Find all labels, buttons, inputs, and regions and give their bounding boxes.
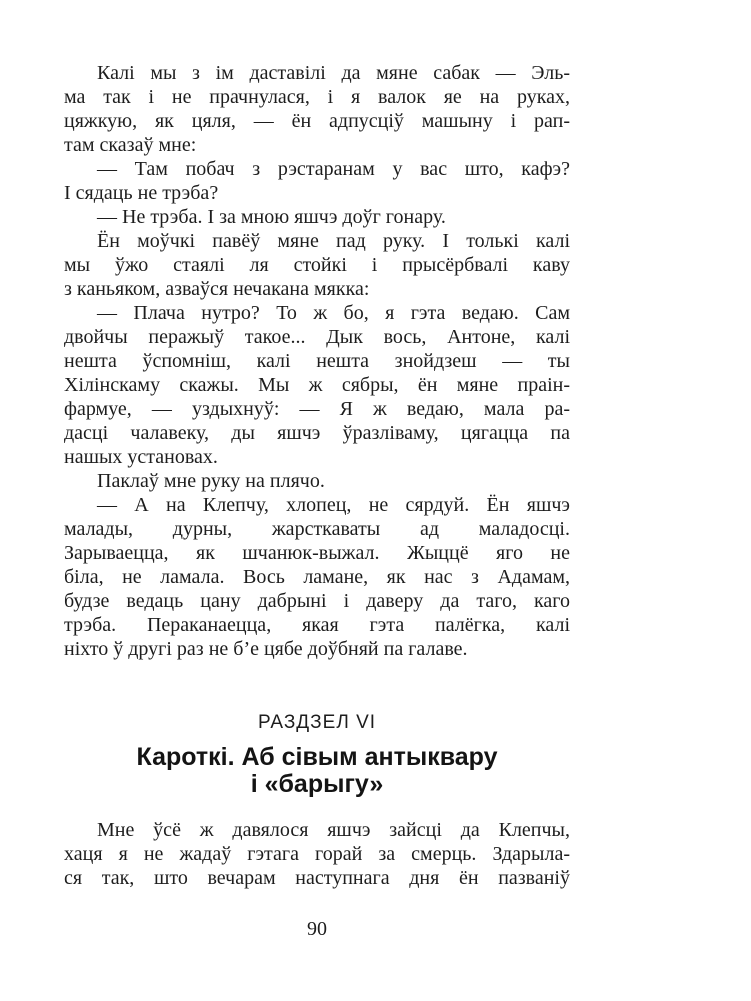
text-line: трэба. Пераканаецца, якая гэта палёгка, калі	[64, 614, 570, 636]
chapter-title	[64, 744, 570, 798]
text-line: Зарываецца, як шчанюк-выжал. Жыццё яго не	[64, 542, 570, 564]
text-line: — Не трэба. І за мною яшчэ доўг гонару.	[97, 206, 446, 228]
paragraph	[64, 205, 570, 229]
paragraph	[64, 469, 570, 493]
text-line: — Плача нутро? То ж бо, я гэта ведаю. Сам	[97, 302, 570, 324]
page-number: 90	[307, 918, 327, 940]
text-line: хаця я не жадаў гэтага горай за смерць. Здарыла-	[64, 843, 570, 865]
chapter-heading: РАЗДЗЕЛ VI	[257, 712, 377, 733]
text-line: — Там побач з рэстаранам у вас што, кафэ?	[97, 158, 570, 180]
body-text-after-heading	[64, 818, 570, 890]
text-line: дасці чалавеку, ды яшчэ ўразліваму, цягацца па	[64, 422, 570, 444]
text-line: фармуе, — уздыхнуў: — Я ж ведаю, мала ра-	[64, 398, 570, 420]
text-line: будзе ведаць цану дабрыні і даверу да таго, каго	[64, 590, 570, 612]
text-line: з каньяком, азваўся нечакана мякка:	[64, 278, 370, 300]
text-line: Калі мы з ім даставілі да мяне сабак — Эль-	[97, 62, 570, 84]
text-line: Паклаў мне руку на плячо.	[97, 470, 325, 492]
paragraph	[64, 157, 570, 205]
text-line: Мне ўсё ж давялося яшчэ зайсці да Клепчы,	[97, 819, 570, 841]
paragraph	[64, 301, 570, 469]
text-line: там сказаў мне:	[64, 134, 197, 156]
text-line: двойчы перажыў такое... Дык вось, Антоне, калі	[64, 326, 570, 348]
text-line: цяжкую, як цяля, — ён адпусціў машыну і рап-	[64, 110, 570, 132]
text-line: нашых установах.	[64, 446, 218, 468]
text-line: ніхто ў другі раз не б’е цябе доўбняй па галаве.	[64, 638, 468, 660]
chapter-title-line-2: і «барыгу»	[250, 770, 384, 798]
paragraph	[64, 818, 570, 890]
text-line: І сядаць не трэба?	[64, 182, 219, 204]
body-text-before-heading	[64, 61, 570, 661]
paragraph	[64, 229, 570, 301]
text-column	[64, 61, 570, 890]
text-line: ся так, што вечарам наступнага дня ён пазваніў	[64, 867, 570, 889]
text-line: малады, дурны, жарсткаваты ад маладосці.	[64, 518, 570, 540]
chapter-title-line-1: Кароткі. Аб сівым антыквару	[136, 743, 498, 771]
text-line: мы ўжо стаялі ля стойкі і прысёрбвалі каву	[64, 254, 570, 276]
paragraph	[64, 61, 570, 157]
text-line: біла, не ламала. Вось ламане, як нас з Адамам,	[64, 566, 570, 588]
text-line: — А на Клепчу, хлопец, не сярдуй. Ён яшчэ	[97, 494, 570, 516]
text-line: Хілінскаму скажы. Мы ж сябры, ён мяне праін-	[64, 374, 570, 396]
paragraph	[64, 493, 570, 661]
text-line: ма так і не прачнулася, і я валок яе на руках,	[64, 86, 570, 108]
text-line: нешта ўспомніш, калі нешта знойдзеш — ты	[64, 350, 570, 372]
text-line: Ён моўчкі павёў мяне пад руку. І толькі калі	[97, 230, 570, 252]
